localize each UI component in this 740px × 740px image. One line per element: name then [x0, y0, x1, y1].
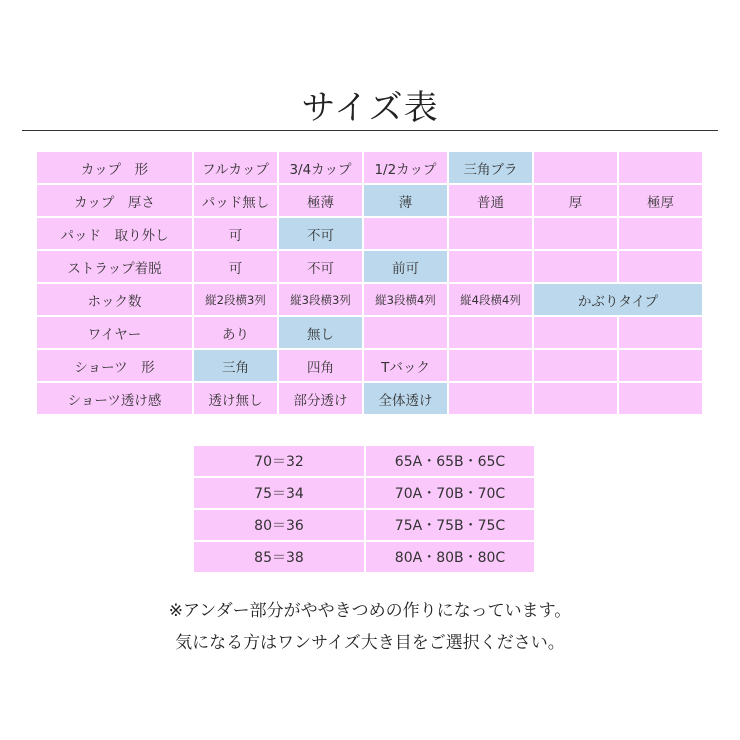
size-cups-cell: 70A・70B・70C: [366, 478, 534, 508]
spec-cell: [619, 251, 702, 282]
spec-cell: 不可: [279, 218, 362, 249]
spec-cell: 3/4カップ: [279, 152, 362, 183]
page-title: サイズ表: [301, 88, 439, 128]
spec-cell: 縦2段横3列: [194, 284, 277, 315]
spec-row: [37, 317, 702, 348]
spec-cell: [619, 317, 702, 348]
spec-row: [37, 152, 702, 183]
spec-cell: 縦4段横4列: [449, 284, 532, 315]
spec-cell: 厚: [534, 185, 617, 216]
spec-row: [37, 251, 702, 282]
spec-row-label: ワイヤー: [37, 317, 192, 348]
spec-row: [37, 185, 702, 216]
size-row: [194, 478, 534, 508]
spec-cell: 極薄: [279, 185, 362, 216]
spec-cell: [449, 383, 532, 414]
spec-cell: 部分透け: [279, 383, 362, 414]
spec-cell: [534, 251, 617, 282]
size-cups-cell: 80A・80B・80C: [366, 542, 534, 572]
spec-row-label: カップ 厚さ: [37, 185, 192, 216]
spec-cell: [534, 317, 617, 348]
spec-table: [35, 150, 704, 416]
spec-row-label: パッド 取り外し: [37, 218, 192, 249]
spec-cell: 無し: [279, 317, 362, 348]
spec-cell: 縦3段横3列: [279, 284, 362, 315]
spec-cell: あり: [194, 317, 277, 348]
spec-cell: [534, 218, 617, 249]
spec-cell: 可: [194, 218, 277, 249]
size-band-cell: 85＝38: [194, 542, 364, 572]
spec-cell: [619, 350, 702, 381]
spec-cell: 縦3段横4列: [364, 284, 447, 315]
spec-row-label: ホック数: [37, 284, 192, 315]
note-line-2: 気になる方はワンサイズ大き目をご選択ください。: [175, 633, 565, 653]
spec-row: [37, 218, 702, 249]
spec-cell: 三角: [194, 350, 277, 381]
size-cups-cell: 65A・65B・65C: [366, 446, 534, 476]
spec-cell: 四角: [279, 350, 362, 381]
spec-cell: 全体透け: [364, 383, 447, 414]
spec-cell: 普通: [449, 185, 532, 216]
spec-cell: 薄: [364, 185, 447, 216]
size-band-cell: 80＝36: [194, 510, 364, 540]
spec-cell: [619, 383, 702, 414]
spec-cell: 1/2カップ: [364, 152, 447, 183]
spec-cell: Tバック: [364, 350, 447, 381]
spec-row: [37, 284, 702, 315]
spec-cell: [449, 218, 532, 249]
spec-row-label: ストラップ着脱: [37, 251, 192, 282]
spec-row-label: ショーツ透け感: [37, 383, 192, 414]
size-row: [194, 510, 534, 540]
spec-cell: かぶりタイプ: [534, 284, 702, 315]
spec-cell: [534, 383, 617, 414]
size-row: [194, 446, 534, 476]
size-conversion-table: [192, 444, 536, 574]
spec-cell: [619, 218, 702, 249]
size-cups-cell: 75A・75B・75C: [366, 510, 534, 540]
spec-cell: パッド無し: [194, 185, 277, 216]
spec-row-label: カップ 形: [37, 152, 192, 183]
spec-cell: [449, 317, 532, 348]
size-band-cell: 75＝34: [194, 478, 364, 508]
spec-cell: 不可: [279, 251, 362, 282]
spec-cell: 可: [194, 251, 277, 282]
spec-cell: 透け無し: [194, 383, 277, 414]
spec-cell: [619, 152, 702, 183]
title-divider: [22, 130, 718, 131]
spec-cell: [534, 350, 617, 381]
spec-cell: [534, 152, 617, 183]
spec-cell: [364, 317, 447, 348]
spec-cell: 極厚: [619, 185, 702, 216]
spec-cell: [449, 350, 532, 381]
spec-row: [37, 383, 702, 414]
spec-cell: 前可: [364, 251, 447, 282]
spec-cell: フルカップ: [194, 152, 277, 183]
size-band-cell: 70＝32: [194, 446, 364, 476]
spec-cell: 三角ブラ: [449, 152, 532, 183]
spec-cell: [449, 251, 532, 282]
spec-row-label: ショーツ 形: [37, 350, 192, 381]
spec-row: [37, 350, 702, 381]
spec-cell: [364, 218, 447, 249]
size-row: [194, 542, 534, 572]
note-line-1: ※アンダー部分がややきつめの作りになっています。: [168, 601, 572, 621]
